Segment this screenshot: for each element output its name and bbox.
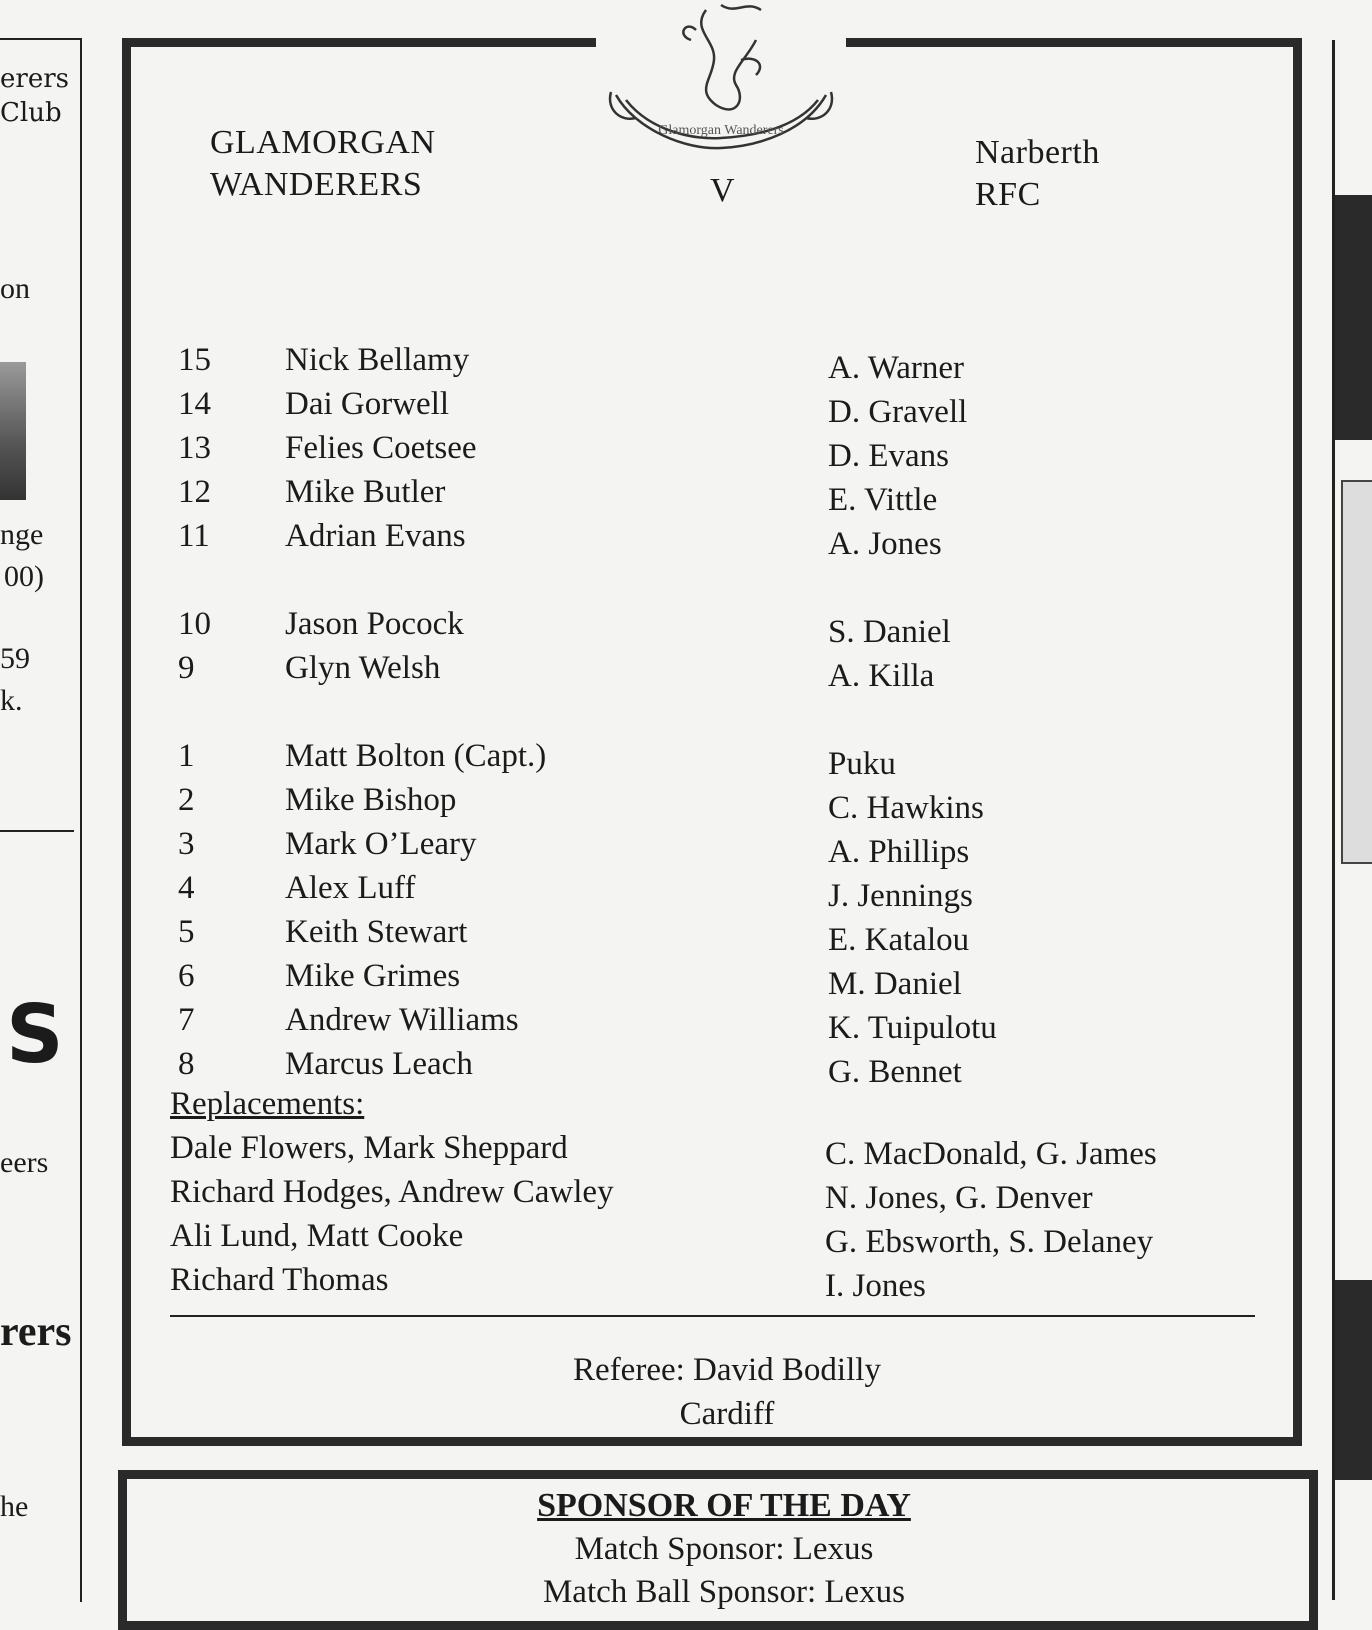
away-replacements: G. Ebsworth, S. Delaney xyxy=(825,1224,1154,1260)
home-replacements: Dale Flowers, Mark Sheppard xyxy=(170,1130,568,1166)
away-team-name: Narberth xyxy=(975,134,1100,171)
shirt-number: 6 xyxy=(178,958,195,994)
home-player: Glyn Welsh xyxy=(285,650,441,686)
away-player: A. Jones xyxy=(828,526,942,562)
away-player: M. Daniel xyxy=(828,966,962,1002)
right-page-block xyxy=(1335,195,1372,440)
home-player: Alex Luff xyxy=(285,870,416,906)
home-player: Marcus Leach xyxy=(285,1046,473,1082)
shirt-number: 12 xyxy=(178,474,211,510)
left-page-photo xyxy=(0,362,26,500)
home-player: Nick Bellamy xyxy=(285,342,470,378)
left-page-text: he xyxy=(0,1490,29,1523)
replacements-label: Replacements: xyxy=(170,1086,365,1122)
left-page-text: on xyxy=(0,272,30,305)
home-player: Mike Grimes xyxy=(285,958,461,994)
match-ball-sponsor: Match Ball Sponsor: Lexus xyxy=(542,1574,906,1610)
home-player: Felies Coetsee xyxy=(285,430,477,466)
home-replacements: Ali Lund, Matt Cooke xyxy=(170,1218,464,1254)
away-player: J. Jennings xyxy=(828,878,973,914)
referee-location: Cardiff xyxy=(679,1396,775,1432)
home-player: Dai Gorwell xyxy=(285,386,450,422)
shirt-number: 15 xyxy=(178,342,211,378)
left-page-text: eers xyxy=(0,1146,49,1179)
away-replacements: I. Jones xyxy=(825,1268,926,1304)
shirt-number: 1 xyxy=(178,738,195,774)
home-team-name: GLAMORGAN xyxy=(210,124,436,161)
away-player: E. Vittle xyxy=(828,482,938,518)
versus-label: V xyxy=(710,172,736,209)
away-player: D. Evans xyxy=(828,438,949,474)
shirt-number: 2 xyxy=(178,782,195,818)
left-page-text: Club xyxy=(0,98,62,128)
away-player: A. Phillips xyxy=(828,834,970,870)
home-player: Jason Pocock xyxy=(285,606,464,642)
away-player: A. Killa xyxy=(828,658,935,694)
away-player: S. Daniel xyxy=(828,614,951,650)
left-page-text: erers xyxy=(0,64,69,94)
away-replacements: C. MacDonald, G. James xyxy=(825,1136,1157,1172)
left-page-heading: rers xyxy=(0,1309,72,1355)
match-sponsor: Match Sponsor: Lexus xyxy=(574,1531,874,1567)
shirt-number: 14 xyxy=(178,386,211,422)
shirt-number: 4 xyxy=(178,870,195,906)
shirt-number: 3 xyxy=(178,826,195,862)
shirt-number: 7 xyxy=(178,1002,195,1038)
home-team-name: WANDERERS xyxy=(210,166,423,203)
home-player: Adrian Evans xyxy=(285,518,466,554)
away-player: C. Hawkins xyxy=(828,790,984,826)
home-player: Andrew Williams xyxy=(285,1002,519,1038)
sponsor-title: SPONSOR OF THE DAY xyxy=(537,1487,911,1524)
home-replacements: Richard Hodges, Andrew Cawley xyxy=(170,1174,614,1210)
left-page-text: 00) xyxy=(4,560,44,593)
shirt-number: 13 xyxy=(178,430,211,466)
home-replacements: Richard Thomas xyxy=(170,1262,389,1298)
right-page-block xyxy=(1335,1280,1372,1480)
shirt-number: 5 xyxy=(178,914,195,950)
home-player: Keith Stewart xyxy=(285,914,468,950)
shirt-number: 9 xyxy=(178,650,195,686)
left-page-text: nge xyxy=(0,518,44,551)
home-player: Mark O’Leary xyxy=(285,826,477,862)
club-crest xyxy=(596,0,846,160)
left-page-column xyxy=(0,38,82,1602)
away-player: D. Gravell xyxy=(828,394,968,430)
club-crest-icon xyxy=(596,0,846,160)
home-player: Matt Bolton (Capt.) xyxy=(285,738,547,774)
home-player: Mike Bishop xyxy=(285,782,457,818)
divider-line xyxy=(170,1315,1255,1317)
right-page-block xyxy=(1341,480,1372,864)
left-page-text: 59 xyxy=(0,642,30,675)
left-page-divider xyxy=(0,830,74,832)
left-page-heading: S xyxy=(6,988,64,1081)
away-player: E. Katalou xyxy=(828,922,970,958)
shirt-number: 8 xyxy=(178,1046,195,1082)
away-player: A. Warner xyxy=(828,350,965,386)
right-page-strip xyxy=(1332,40,1372,1600)
away-player: K. Tuipulotu xyxy=(828,1010,997,1046)
home-player: Mike Butler xyxy=(285,474,446,510)
shirt-number: 11 xyxy=(178,518,210,554)
left-page-text: k. xyxy=(0,684,23,717)
shirt-number: 10 xyxy=(178,606,211,642)
away-player: G. Bennet xyxy=(828,1054,962,1090)
away-replacements: N. Jones, G. Denver xyxy=(825,1180,1093,1216)
away-player: Puku xyxy=(828,746,896,782)
away-team-name: RFC xyxy=(975,176,1041,213)
referee-name: Referee: David Bodilly xyxy=(573,1352,881,1388)
svg-text:Glamorgan Wanderers: Glamorgan Wanderers xyxy=(658,123,784,138)
